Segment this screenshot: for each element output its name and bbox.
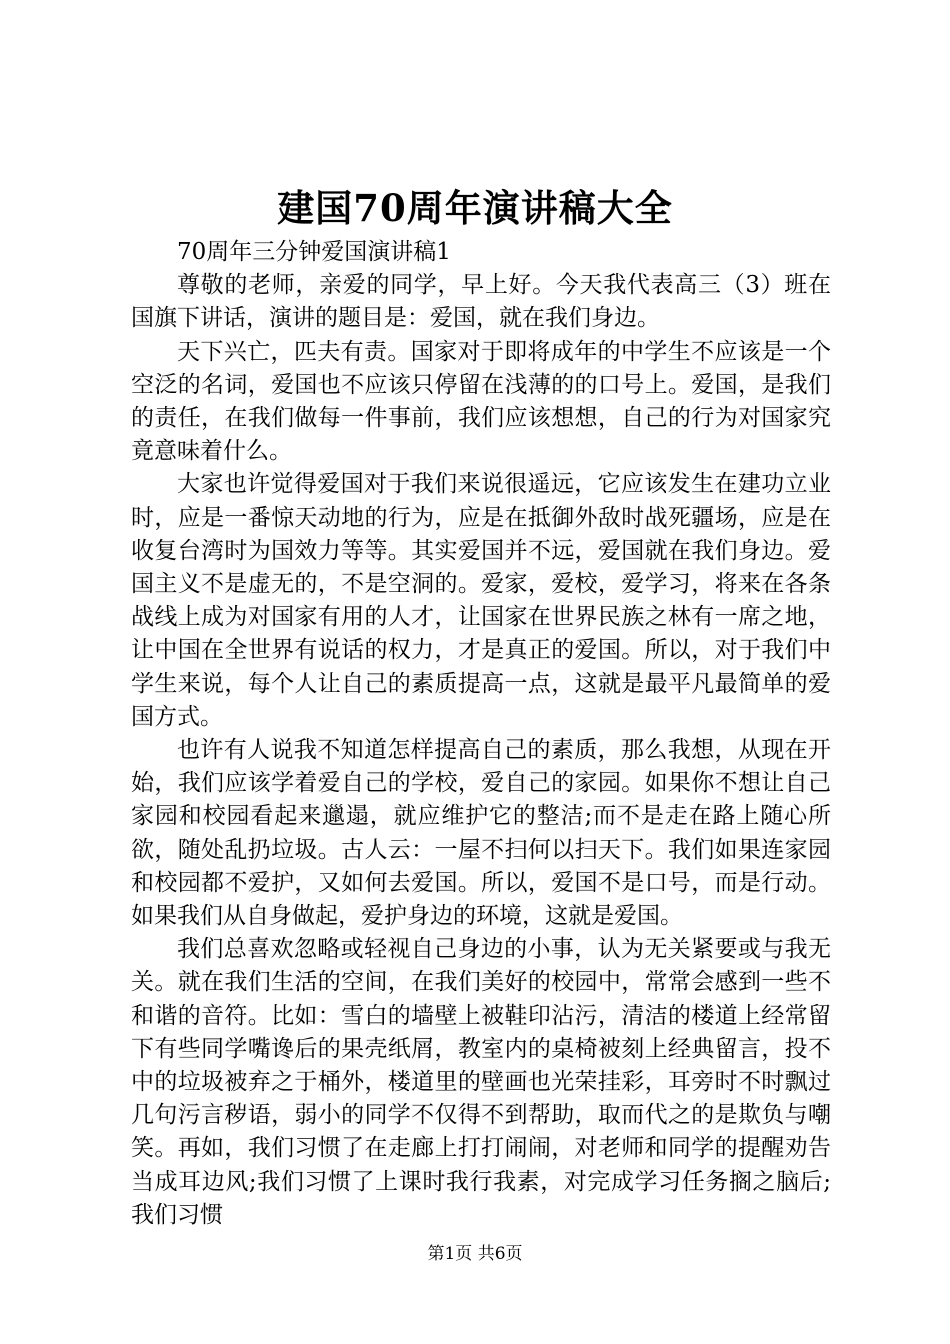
paragraph-3: 大家也许觉得爱国对于我们来说很遥远，它应该发生在建功立业时，应是一番惊天动地的行为，应是在抵御外敌时战死疆场，应是在收复台湾时为国效力等等。其实爱国并不远，爱国就在我们身边。爱国主义不是虚无的，不是空洞的。爱家，爱校，爱学习，将来在各条战线上成为对国家有用的人才，让国家在世界民族之林有一席之地，让中国在全世界有说话的权力，才是真正的爱国。所以，对于我们中学生来说，每个人让自己的素质提高一点，这就是最平凡最简单的爱国方式。 bbox=[131, 471, 831, 730]
paragraph-2: 天下兴亡，匹夫有责。国家对于即将成年的中学生不应该是一个空泛的名词，爱国也不应该只停留在浅薄的的口号上。爱国，是我们的责任，在我们做每一件事前，我们应该想想，自己的行为对国家究竟意味着什么。 bbox=[131, 338, 831, 465]
document-title: 建国70周年演讲稿大全 bbox=[277, 186, 673, 230]
document-body bbox=[131, 236, 831, 1232]
paragraph-5: 我们总喜欢忽略或轻视自己身边的小事，认为无关紧要或与我无关。就在我们生活的空间，在我们美好的校园中，常常会感到一些不和谐的音符。比如：雪白的墙壁上被鞋印沾污，清洁的楼道上经常留下有些同学嘴谗后的果壳纸屑，教室内的桌椅被刻上经典留言，投不中的垃圾被弃之于桶外，楼道里的壁画也光荣挂彩，耳旁时不时飘过几句污言秽语，弱小的同学不仅得不到帮助，取而代之的是欺负与嘲笑。再如，我们习惯了在走廊上打打闹闹，对老师和同学的提醒劝告当成耳边风;我们习惯了上课时我行我素，对完成学习任务搁之脑后;我们习惯 bbox=[131, 936, 831, 1228]
page-number-footer: 第1页 共6页 bbox=[427, 1244, 523, 1264]
paragraph-1: 尊敬的老师，亲爱的同学，早上好。今天我代表高三（3）班在国旗下讲话，演讲的题目是：爱国，就在我们身边。 bbox=[131, 272, 831, 332]
paragraph-4: 也许有人说我不知道怎样提高自己的素质，那么我想，从现在开始，我们应该学着爱自己的学校，爱自己的家园。如果你不想让自己家园和校园看起来邋遢，就应维护它的整洁;而不是走在路上随心所欲，随处乱扔垃圾。古人云：一屋不扫何以扫天下。我们如果连家园和校园都不爱护，又如何去爱国。所以，爱国不是口号，而是行动。如果我们从自身做起，爱护身边的环境，这就是爱国。 bbox=[131, 737, 831, 930]
section-heading: 70周年三分钟爱国演讲稿1 bbox=[177, 239, 451, 265]
